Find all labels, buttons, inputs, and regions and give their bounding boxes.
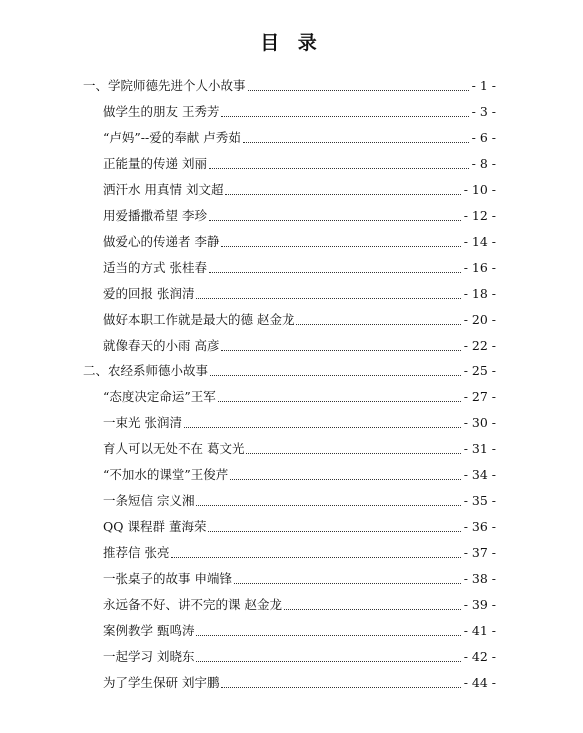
toc-page-number: - 41 - <box>463 622 496 638</box>
toc-entry-label: 一条短信 宗义湘 <box>103 493 195 509</box>
toc-entry-label: 一起学习 刘晓东 <box>103 648 195 664</box>
toc-page-number: - 18 - <box>463 285 496 301</box>
dot-leader <box>196 635 460 636</box>
toc-entry[interactable] <box>103 256 496 276</box>
toc-page-number: - 44 - <box>463 674 496 690</box>
toc-section-entry[interactable] <box>83 74 496 94</box>
toc-page-number: - 6 - <box>471 129 496 145</box>
toc-entry[interactable] <box>103 671 496 691</box>
toc-entry[interactable] <box>103 515 496 535</box>
toc-entry-label: 永远备不好、讲不完的课 赵金龙 <box>103 597 282 612</box>
toc-page-number: - 42 - <box>463 648 496 664</box>
toc-entry-label: 适当的方式 张桂春 <box>103 259 207 275</box>
toc-page-number: - 25 - <box>463 363 496 379</box>
dot-leader <box>171 557 460 558</box>
dot-leader <box>196 505 460 506</box>
toc-entry[interactable] <box>103 385 496 405</box>
toc-entry[interactable] <box>103 411 496 431</box>
toc-entry-label: 用爱播撒希望 李珍 <box>103 207 207 223</box>
toc-entry[interactable] <box>103 541 496 561</box>
toc-entry-label: QQ 课程群 董海荣 <box>103 519 207 535</box>
toc-entry[interactable] <box>103 567 496 587</box>
dot-leader <box>243 142 469 143</box>
toc-page-number: - 10 - <box>463 181 496 197</box>
toc-entry-label: “不加水的课堂”王俊芹 <box>103 467 229 483</box>
dot-leader <box>210 375 461 376</box>
toc-entry-label: 育人可以无处不在 葛文光 <box>103 441 245 457</box>
toc-entry-label: 做学生的朋友 王秀芳 <box>103 103 220 119</box>
toc-page-number: - 31 - <box>463 441 496 457</box>
dot-leader <box>208 531 460 532</box>
toc-entry[interactable] <box>103 463 496 483</box>
dot-leader <box>221 687 460 688</box>
dot-leader <box>209 220 461 221</box>
dot-leader <box>196 661 460 662</box>
dot-leader <box>209 168 469 169</box>
toc-entry-label: 一、学院师德先进个人小故事 <box>83 78 246 93</box>
toc-page-number: - 1 - <box>471 78 496 93</box>
toc-page-number: - 3 - <box>471 103 496 119</box>
dot-leader <box>296 324 460 325</box>
toc-entry[interactable] <box>103 230 496 250</box>
dot-leader <box>184 427 461 428</box>
toc-page-number: - 37 - <box>463 545 496 561</box>
toc-page-number: - 20 - <box>463 311 496 327</box>
toc-entry[interactable] <box>103 178 496 198</box>
toc-entry-label: 推荐信 张亮 <box>103 545 170 561</box>
toc-entry-label: “卢妈”--爱的奉献 卢秀茹 <box>103 129 241 145</box>
toc-entry-label: 做爱心的传递者 李静 <box>103 233 220 249</box>
dot-leader <box>284 609 461 610</box>
dot-leader <box>246 453 460 454</box>
toc-entry-label: 爱的回报 张润清 <box>103 285 195 301</box>
toc-entry-label: “态度决定命运”王军 <box>103 389 216 405</box>
toc-entry[interactable] <box>103 308 496 328</box>
toc-entry-label: 案例教学 甄鸣涛 <box>103 622 195 638</box>
toc-section-entry[interactable] <box>83 359 496 379</box>
toc-entry-label: 正能量的传递 刘丽 <box>103 155 207 171</box>
toc-entry[interactable] <box>103 645 496 665</box>
dot-leader <box>230 479 460 480</box>
toc-page-number: - 22 - <box>463 337 496 353</box>
toc-page-number: - 34 - <box>463 467 496 483</box>
toc-entry-label: 就像春天的小雨 高彦 <box>103 337 220 353</box>
toc-page-number: - 38 - <box>463 571 496 587</box>
dot-leader <box>218 401 461 402</box>
dot-leader <box>196 298 460 299</box>
toc-page-number: - 36 - <box>463 519 496 535</box>
toc-page-number: - 14 - <box>463 233 496 249</box>
dot-leader <box>221 116 468 117</box>
dot-leader <box>234 583 461 584</box>
toc-entry[interactable] <box>103 282 496 302</box>
toc-entry[interactable] <box>103 489 496 509</box>
toc-page-number: - 27 - <box>463 389 496 405</box>
toc-entry-label: 一束光 张润清 <box>103 415 182 431</box>
toc-entry-label: 二、农经系师德小故事 <box>83 363 209 379</box>
toc-page-number: - 12 - <box>463 207 496 223</box>
toc-entry-label: 一张桌子的故事 申端锋 <box>103 571 232 587</box>
toc-entry[interactable] <box>103 126 496 146</box>
toc-page-number: - 16 - <box>463 259 496 275</box>
dot-leader <box>248 90 469 91</box>
toc-page-number: - 39 - <box>463 597 496 612</box>
toc-entry[interactable] <box>103 152 496 172</box>
toc-page-number: - 35 - <box>463 493 496 509</box>
dot-leader <box>221 246 460 247</box>
toc-entry[interactable] <box>103 204 496 224</box>
dot-leader <box>225 194 460 195</box>
toc-entry-label: 洒汗水 用真情 刘文超 <box>103 181 224 197</box>
toc-page-number: - 8 - <box>471 155 496 171</box>
toc-entry-label: 为了学生保研 刘宇鹏 <box>103 674 220 690</box>
page-title: 目 录 <box>260 32 323 54</box>
toc-entry-label: 做好本职工作就是最大的德 赵金龙 <box>103 311 295 327</box>
toc-entry[interactable] <box>103 100 496 120</box>
dot-leader <box>209 272 461 273</box>
toc-entry[interactable] <box>103 593 496 613</box>
toc-entry[interactable] <box>103 334 496 354</box>
dot-leader <box>221 350 460 351</box>
toc-entry[interactable] <box>103 437 496 457</box>
toc-entry[interactable] <box>103 619 496 639</box>
toc-page-number: - 30 - <box>463 415 496 431</box>
